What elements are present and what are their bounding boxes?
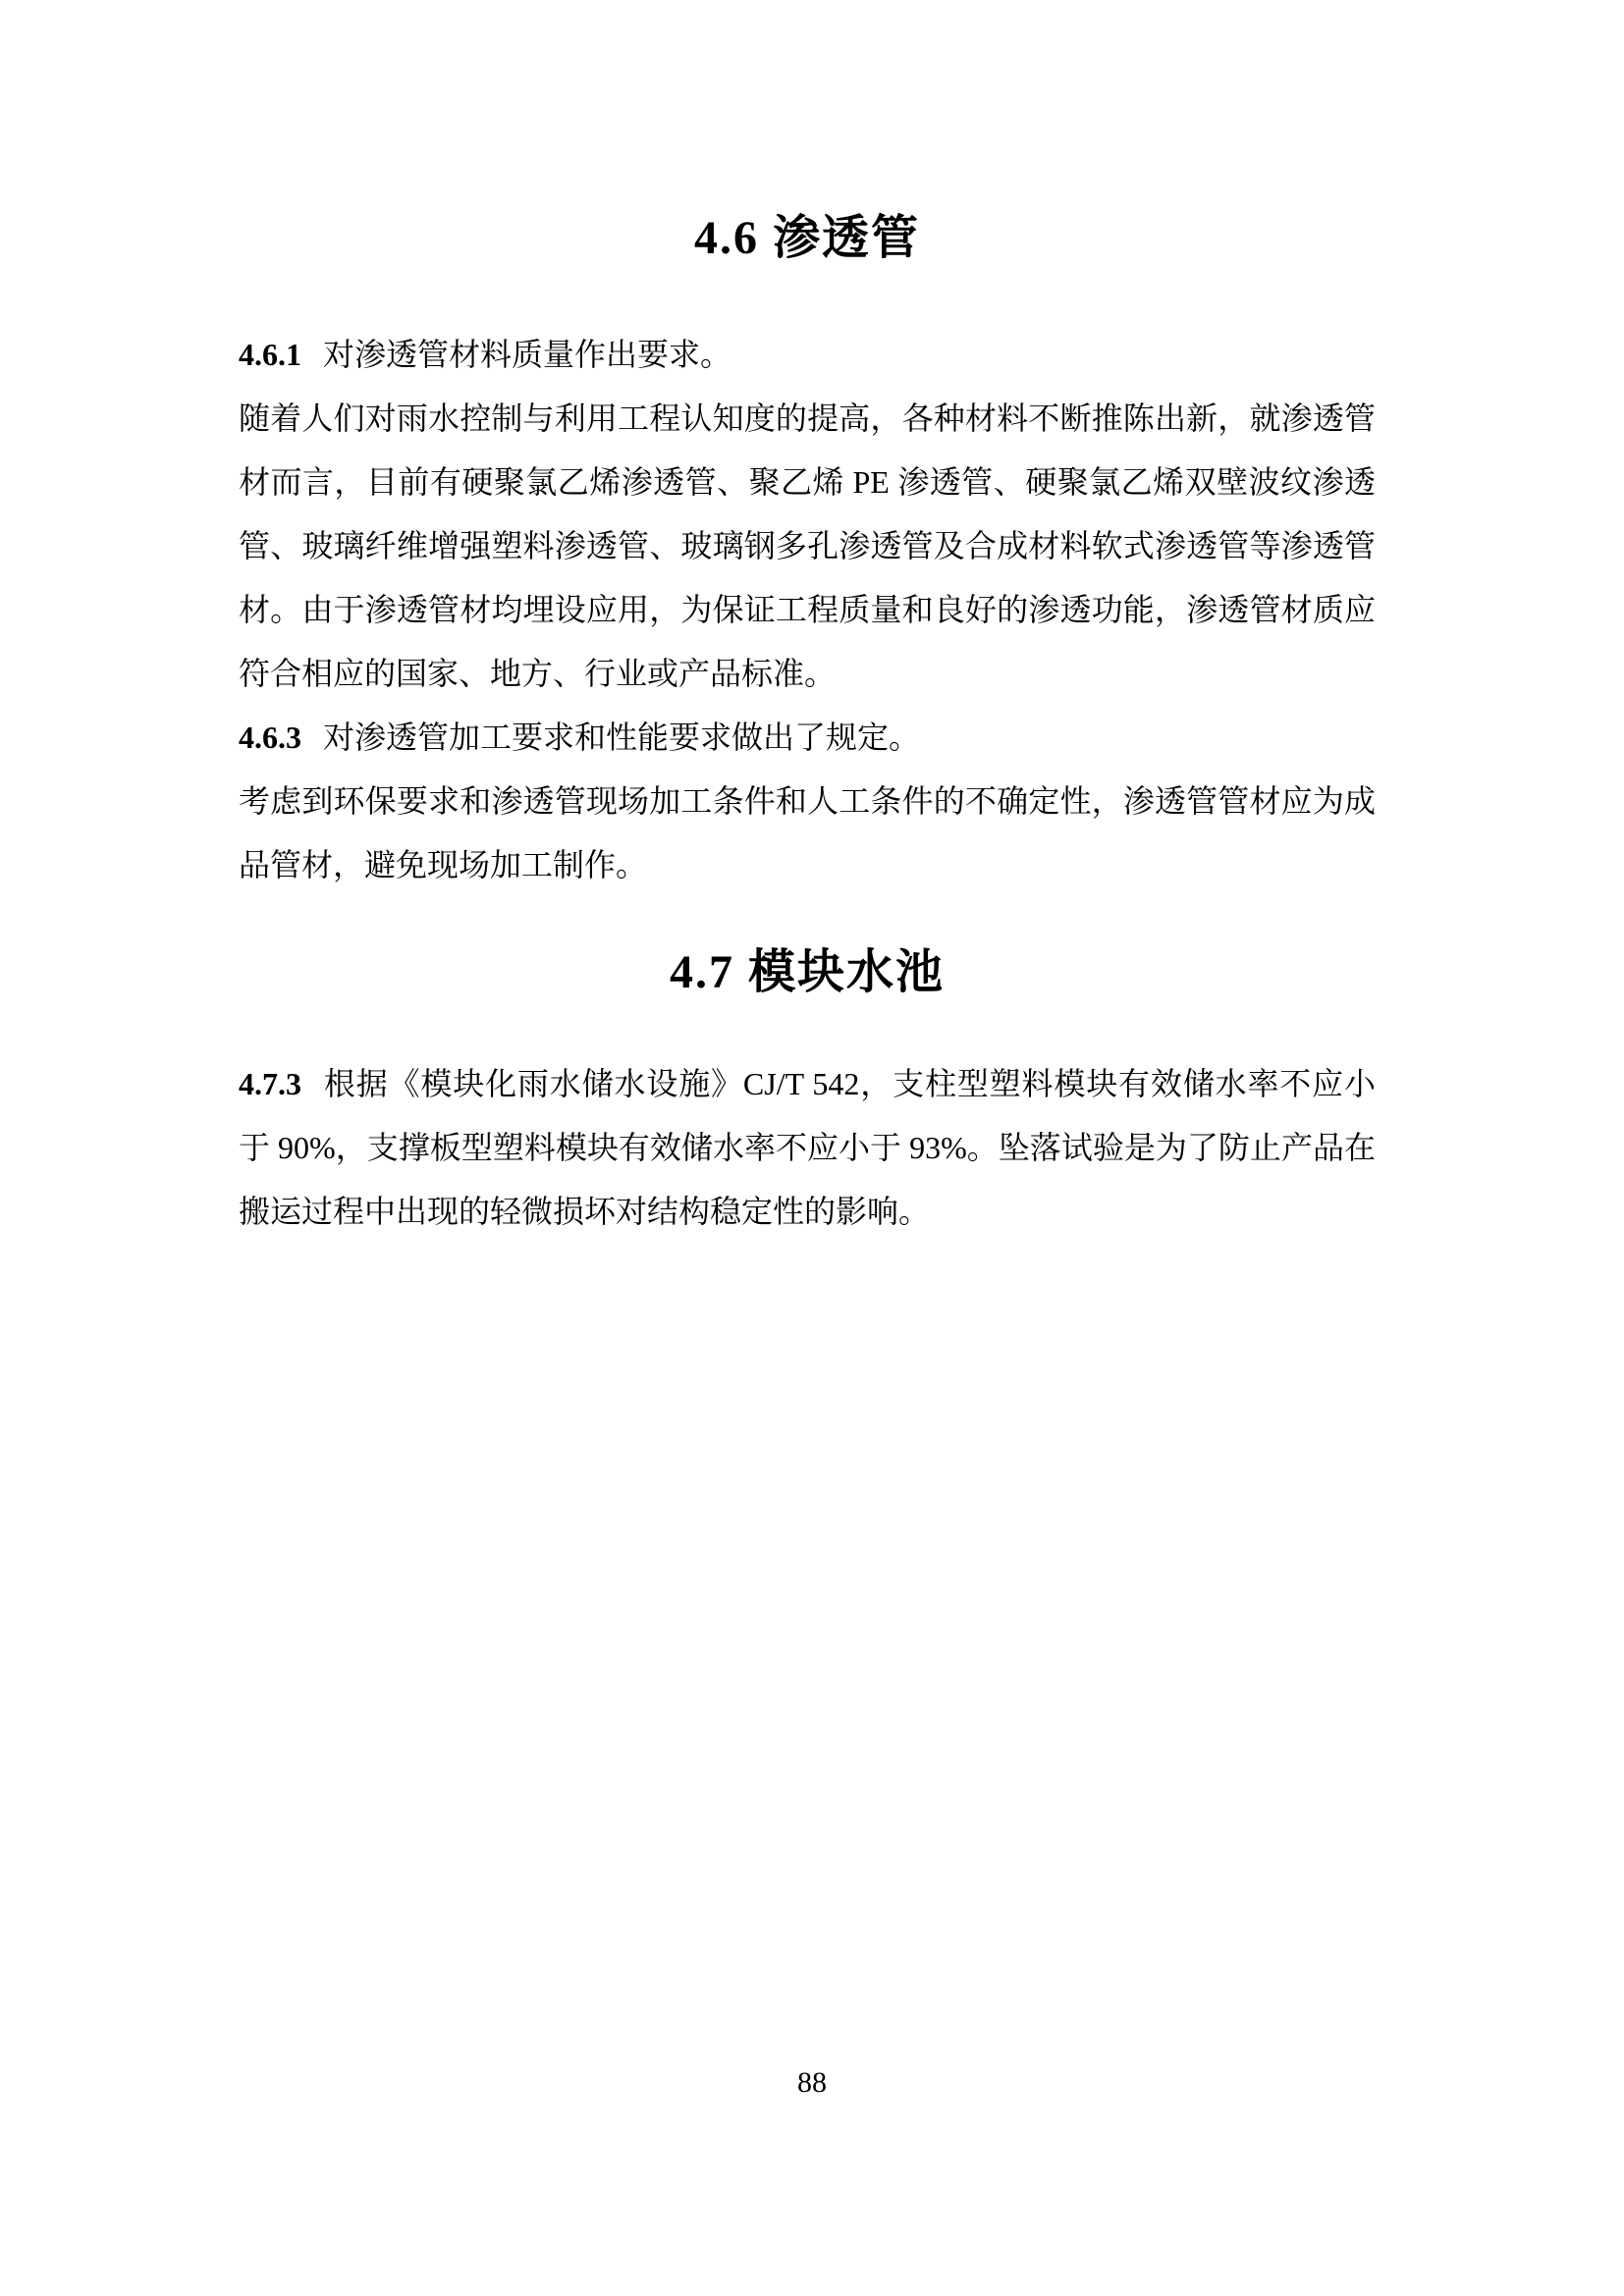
- clause-paragraph-4-6-1: [239, 323, 1376, 387]
- content-column: [239, 0, 1376, 1244]
- explanation-text: 随着人们对雨水控制与利用工程认知度的提高，各种材料不断推陈出新，就渗透管材而言，目前有硬聚氯乙烯渗透管、聚乙烯 PE 渗透管、硬聚氯乙烯双壁波纹渗透管、玻璃纤维增强塑料渗透管、玻璃钢多孔渗透管及合成材料软式渗透管等渗透管材。由于渗透管材均埋设应用，为保证工程质量和良好的渗透功能，渗透管材质应符合相应的国家、地方、行业或产品标准。: [239, 400, 1376, 691]
- clause-text: 对渗透管材料质量作出要求。: [323, 337, 732, 372]
- clause-number-4-7-3: 4.7.3: [239, 1066, 301, 1101]
- clause-number-4-6-1: 4.6.1: [239, 337, 301, 372]
- clause-paragraph-4-6-3: [239, 706, 1376, 770]
- explanation-text: 考虑到环保要求和渗透管现场加工条件和人工条件的不确定性，渗透管管材应为成品管材，避免现场加工制作。: [239, 783, 1376, 882]
- section-heading-4-7: 4.7 模块水池: [669, 946, 945, 998]
- explanation-paragraph: [239, 770, 1376, 897]
- clause-text: 根据《模块化雨水储水设施》CJ/T 542，支柱型塑料模块有效储水率不应小于 90%，支撑板型塑料模块有效储水率不应小于 93%。坠落试验是为了防止产品在搬运过程中出现的轻微损坏对结构稳定性的影响。: [239, 1066, 1376, 1229]
- clause-text: 对渗透管加工要求和性能要求做出了规定。: [323, 720, 921, 755]
- page-number: 88: [797, 2066, 827, 2099]
- clause-paragraph-4-7-3: [239, 1052, 1376, 1244]
- explanation-paragraph: [239, 387, 1376, 706]
- clause-number-4-6-3: 4.6.3: [239, 720, 301, 755]
- section-heading-4-6: 4.6 渗透管: [693, 212, 920, 264]
